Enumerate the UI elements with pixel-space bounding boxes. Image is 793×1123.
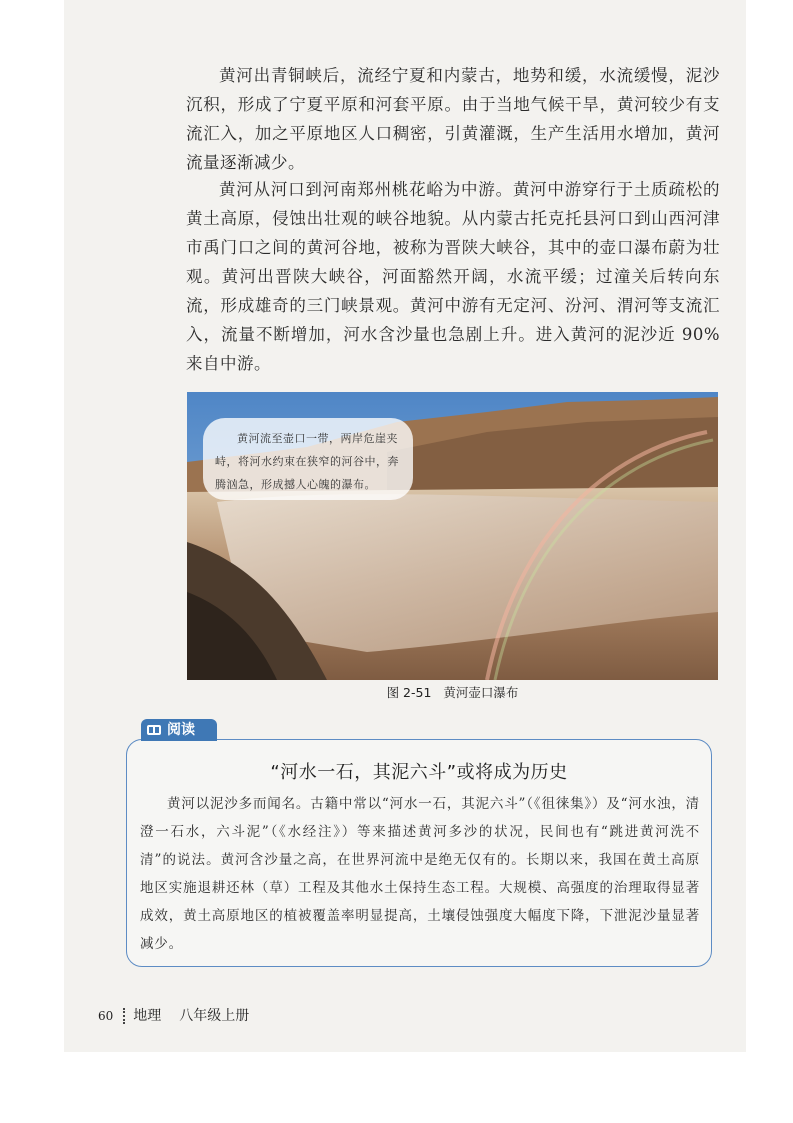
footer-subject: 地理 [133, 1008, 162, 1024]
reading-tab-label: 阅读 [167, 722, 195, 738]
paragraph-middle-reaches: 黄河从河口到河南郑州桃花峪为中游。黄河中游穿行于土质疏松的黄土高原，侵蚀出壮观的峡谷地貌。从内蒙古托克托县河口到山西河津市禹门口之间的黄河谷地，被称为晋陕大峡谷，其中的壶口瀑布蔚为壮观。黄河出晋陕大峡谷，河面豁然开阔，水流平缓；过潼关后转向东流，形成雄奇的三门峡景观。黄河中游有无定河、汾河、渭河等支流汇入，流量不断增加，河水含沙量也急剧上升。进入黄河的泥沙近 90% 来自中游。 [186, 180, 720, 373]
page-footer [98, 1005, 249, 1025]
reading-title: “河水一石，其泥六斗”或将成为历史 [270, 762, 568, 783]
paragraph-ningxia: 黄河出青铜峡后，流经宁夏和内蒙古，地势和缓，水流缓慢，泥沙沉积，形成了宁夏平原和河套平原。由于当地气候干旱，黄河较少有支流汇入，加之平原地区人口稠密，引黄灌溉，生产生活用水增加，黄河流量逐渐减少。 [186, 66, 720, 172]
footer-divider [123, 1008, 127, 1024]
footer-volume: 八年级上册 [179, 1008, 250, 1024]
book-icon [147, 725, 161, 735]
page-number: 60 [98, 1009, 114, 1023]
figure-number: 图 2-51 [386, 685, 432, 700]
reading-tab [141, 719, 217, 741]
figure-caption [187, 683, 718, 701]
reading-text: 黄河以泥沙多而闻名。古籍中常以“河水一石，其泥六斗”（《徂徕集》）及“河水浊，清澄一石水，六斗泥”（《水经注》）等来描述黄河多沙的状况，民间也有“跳进黄河洗不清”的说法。黄河含沙量之高，在世界河流中是绝无仅有的。长期以来，我国在黄土高原地区实施退耕还林（草）工程及其他水土保持生态工程。大规模、高强度的治理取得显著成效，黄土高原地区的植被覆盖率明显提高，土壤侵蚀强度大幅度下降，下泄泥沙量显著减少。 [140, 796, 700, 952]
photo-callout: 黄河流至壶口一带，两岸危崖夹峙，将河水约束在狭窄的河谷中，奔腾汹急，形成撼人心魄的瀑布。 [203, 418, 413, 500]
figure-title: 黄河壶口瀑布 [443, 685, 519, 700]
